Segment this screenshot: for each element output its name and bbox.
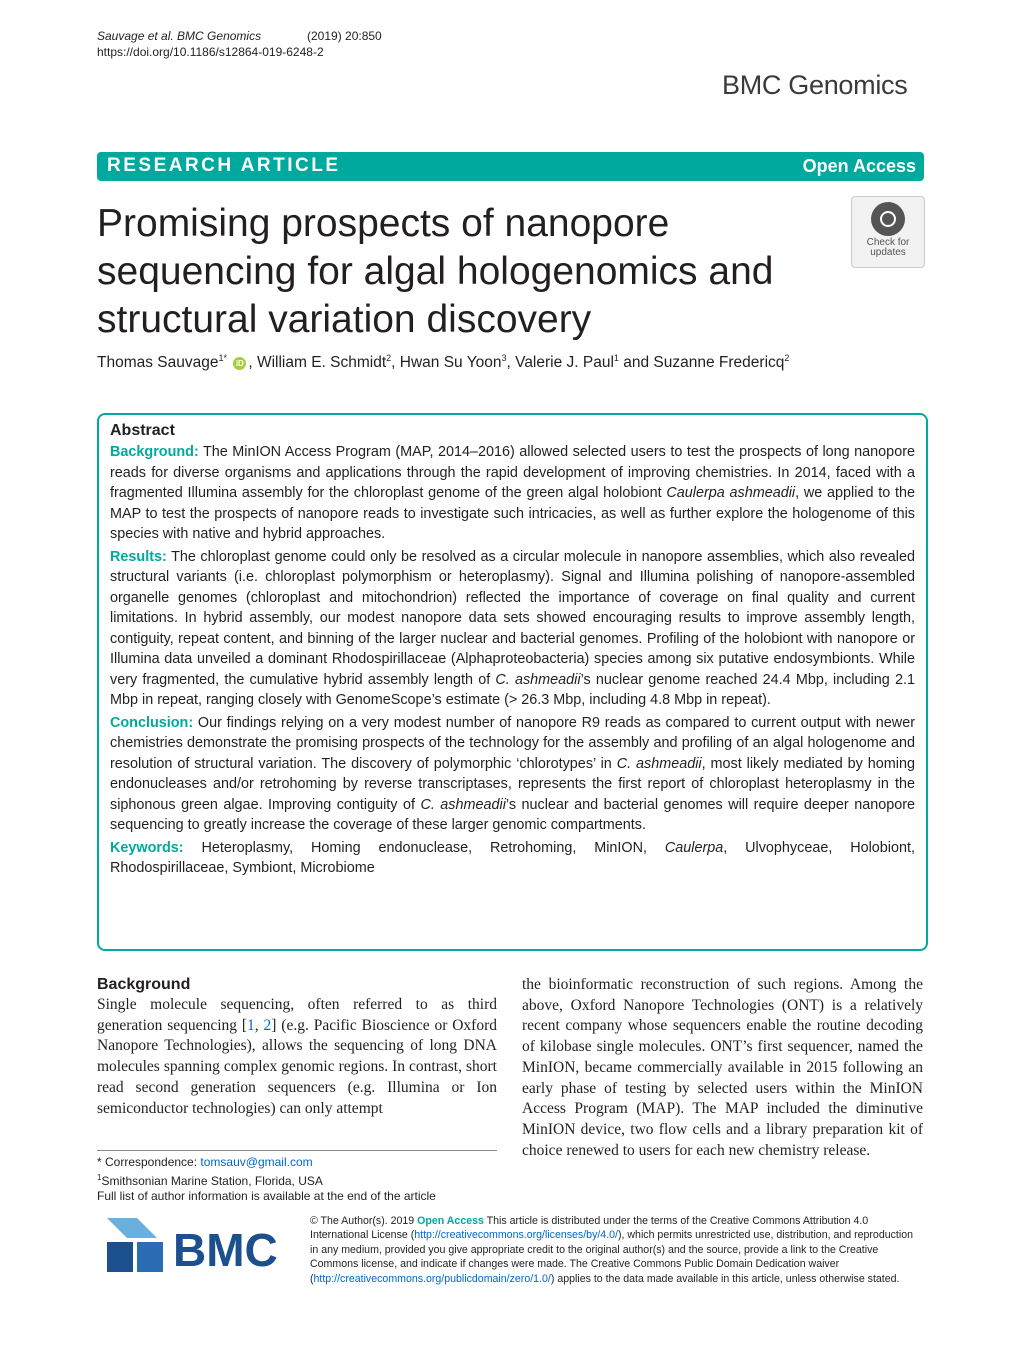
abstract-text: , most likely mediated by homing endonucleases and/or retrohoming by reverse transcriptases, represents the first report of chloroplast heteroplasmy in the siphonous green algae. Improving contiguity of <box>110 755 915 813</box>
abstract-results <box>110 547 915 711</box>
author-name[interactable]: Valerie J. Paul <box>515 354 614 372</box>
article-title: Promising prospects of nanopore sequencing for algal hologenomics and structural variation discovery <box>97 202 774 341</box>
crossmark-icon <box>871 202 905 236</box>
body-text: , <box>254 1016 264 1034</box>
abstract-text: ’s nuclear genome reached 24.4 Mbp, including 2.1 Mbp in repeat, ranging closely with GenomeScope’s estimate (> 26.3 Mbp, including 4.8 Mbp in repeat). <box>110 671 915 708</box>
affiliation <box>97 1170 497 1189</box>
abstract-text: Our findings relying on a very modest number of nanopore R9 reads as compared to current output with newer chemistries demonstrate the promising prospects of the technology for the assembly and profiling of an algal hologenome and resolution of structural variation. The discovery of polymorphic ‘chlorotypes’ in <box>110 714 915 772</box>
conclusion-label: Conclusion: <box>110 714 194 731</box>
abstract-text: ’s nuclear and bacterial genomes will require deeper nanopore sequencing to greatly increase the coverage of these larger genomic compartments. <box>110 796 916 833</box>
license-link[interactable]: http://creativecommons.org/licenses/by/4.0/ <box>414 1229 618 1242</box>
body-text: ] (e.g. Pacific Bioscience or Oxford Nanopore Technologies), allows the sequencing of long DNA molecules spanning complex genomic regions. In contrast, short read second generation sequencers (e.g. Illumina or Ion semiconductor technologies) can only attempt <box>97 1016 498 1117</box>
species-name: C. ashmeadii <box>616 755 702 772</box>
footnote-divider <box>97 1150 497 1151</box>
abstract-keywords <box>110 838 915 879</box>
keywords-text: , Ulvophyceae, Holobiont, Rhodospirillaceae, Symbiont, Microbiome <box>110 839 915 876</box>
bmc-logo <box>97 1208 289 1278</box>
citation-year: (2019) 20:850 <box>307 29 382 43</box>
author-list: Thomas Sauvage$^{1*}$ iD , William E. Schmidt$^2$, Hwan Su Yoon$^3$, Valerie J. Paul$^1$ and Suzanne Fredericq$^2$ <box>97 353 790 372</box>
copyright: © The Author(s). 2019 <box>310 1215 415 1227</box>
body-right-column <box>522 975 923 1161</box>
author-name[interactable]: Hwan Su Yoon <box>399 354 502 372</box>
author-affiliation: 1 <box>613 353 619 363</box>
abstract-text: , we applied to the MAP to test the prospects of nanopore reads to investigate such intricacies, as well as further explore the hologenome of this species with native and hybrid approaches. <box>110 485 915 542</box>
correspondence <box>97 1155 497 1170</box>
body-paragraph: the bioinformatic reconstruction of such regions. Among the above, Oxford Nanopore Technologies (ONT) is a relatively recent company whose sequencers enable the routine decoding of kilobase single molecules. ONT’s first sequencer, named the MinION, became commercially available in 2015 following an early phase of testing by selected users within the MinION Access Program (MAP). The MAP included the diminutive MinION device, two flow cells and a library preparation kit of choice renewed to users for each new chemistry release. <box>522 976 923 1159</box>
footnotes <box>97 1155 497 1204</box>
citation-block <box>97 28 382 60</box>
orcid-icon[interactable]: iD <box>233 357 246 370</box>
license-open-access: Open Access <box>417 1215 484 1227</box>
author-affiliation: 1* <box>218 353 228 363</box>
article-type: RESEARCH ARTICLE <box>107 155 341 176</box>
affiliation-number: 1 <box>97 1173 102 1182</box>
author-name[interactable]: Suzanne Fredericq <box>653 354 785 372</box>
body-left-column <box>97 975 497 1119</box>
genus-name: Caulerpa <box>664 839 724 856</box>
section-heading: Background <box>97 976 191 993</box>
background-label: Background: <box>110 444 199 460</box>
author-affiliation: 2 <box>784 353 790 363</box>
journal-name: BMC Genomics <box>722 70 908 100</box>
citation-authors: Sauvage et al. BMC Genomics <box>97 29 262 43</box>
keywords-label: Keywords: <box>110 839 184 856</box>
check-updates-line2: updates <box>870 247 906 258</box>
correspondence-label: * Correspondence: <box>97 1155 201 1169</box>
species-name: C. ashmeadii <box>495 671 581 688</box>
check-for-updates-badge[interactable] <box>851 196 925 268</box>
doi-link[interactable]: https://doi.org/10.1186/s12864-019-6248-2 <box>97 45 324 59</box>
abstract-heading: Abstract <box>110 422 175 439</box>
affiliation-text: Smithsonian Marine Station, Florida, USA <box>101 1174 323 1188</box>
species-name: Caulerpa ashmeadii <box>666 485 796 501</box>
reference-link[interactable]: 2 <box>263 1016 272 1034</box>
abstract-box <box>97 413 928 951</box>
check-updates-line1: Check for <box>866 237 910 248</box>
bmc-logo-text: BMC <box>173 1224 278 1276</box>
author-affiliation: 3 <box>501 353 507 363</box>
reference-link[interactable]: 1 <box>247 1016 255 1034</box>
keywords-text: Heteroplasmy, Homing endonuclease, Retrohoming, MinION, <box>201 839 665 856</box>
author-name[interactable]: Thomas Sauvage <box>97 354 219 372</box>
body-paragraph <box>97 995 497 1119</box>
license-body: ) applies to the data made available in this article, unless otherwise stated. <box>550 1272 900 1285</box>
waiver-link[interactable]: http://creativecommons.org/publicdomain/zero/1.0/ <box>313 1272 551 1285</box>
author-name[interactable]: William E. Schmidt <box>256 354 387 372</box>
abstract-background <box>110 442 915 545</box>
abstract-text: The chloroplast genome could only be resolved as a circular molecule in nanopore assemblies, which also revealed structural variants (i.e. chloroplast polymorphism or heteroplasmy). Signal and Illumina polishing of nanopore-assembled organelle genomes (chloroplast and mitochondrion) reflected the importance of coverage on final quality and current limitations. In hybrid assembly, our modest nanopore data sets showed encouraging results to improve assembly length, contiguity, repeat content, and binning of the larger nuclear and bacterial genomes. Profiling of the holobiont with nanopore or Illumina data unveiled a dominant Rhodospirillaceae (Alphaproteobacteria) species among six putative endosymbionts. While very fragmented, the cumulative hybrid assembly length of <box>110 548 915 688</box>
license-body: ), which permits unrestricted use, distribution, and reproduction in any medium, provided you give appropriate credit to the original author(s) and the source, provide a link to the Creative Commons license, and indicate if changes were made. The Creative Commons Public Domain Dedication waiver ( <box>310 1229 913 1285</box>
results-label: Results: <box>110 548 167 565</box>
species-name: C. ashmeadii <box>420 796 506 813</box>
open-access-label: Open Access <box>802 156 916 176</box>
article-type-banner <box>97 152 924 181</box>
correspondence-email[interactable]: tomsauv@gmail.com <box>200 1155 313 1169</box>
abstract-text: The MinION Access Program (MAP, 2014–2016) allowed selected users to test the prospects of long nanopore reads for diverse organisms and applications through the rapid development of improving chemistries. In 2014, faced with a fragmented Illumina assembly for the chloroplast genome of the green algal holobiont <box>110 444 915 501</box>
abstract-conclusion <box>110 713 915 836</box>
body-text: Single molecule sequencing, often referred to as third generation sequencing [ <box>97 996 497 1034</box>
author-affiliation: 2 <box>386 353 392 363</box>
full-list-note: Full list of author information is available at the end of the article <box>97 1189 436 1203</box>
license-body: This article is distributed under the terms of the Creative Commons Attribution 4.0 International License ( <box>310 1215 869 1242</box>
license-text <box>310 1214 922 1286</box>
